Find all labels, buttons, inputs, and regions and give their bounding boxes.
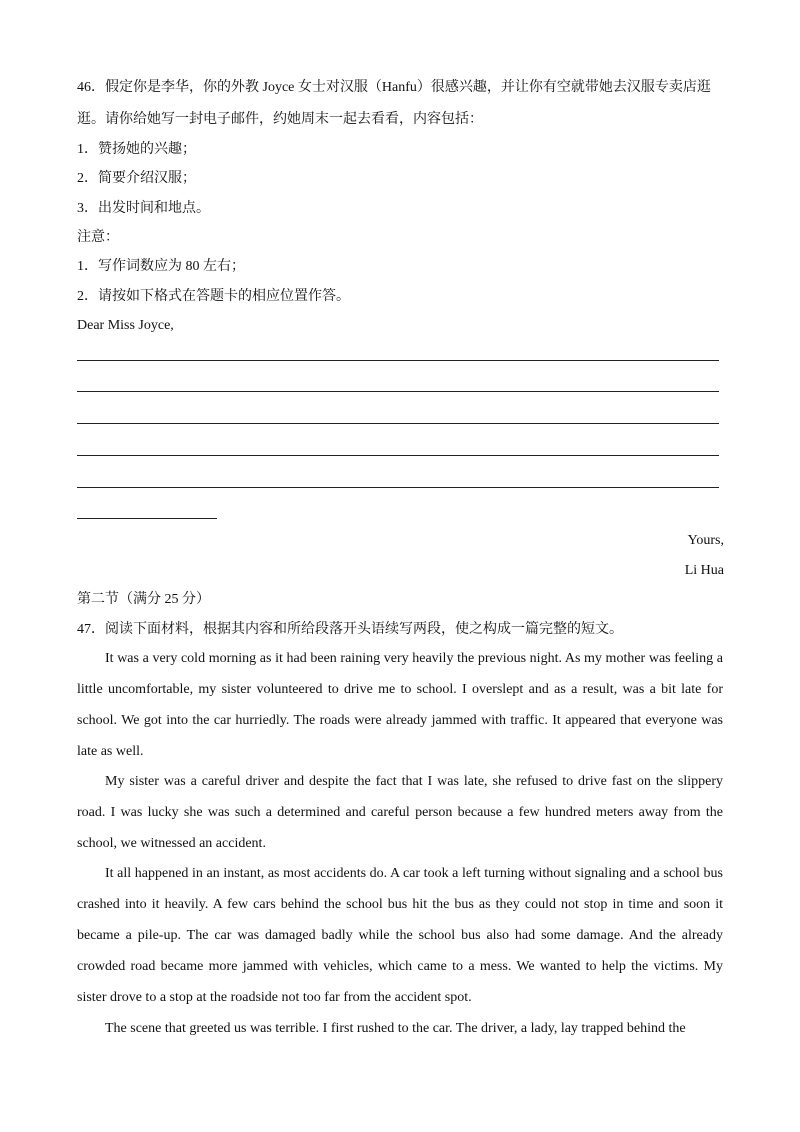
q46-note-title: 注意： — [77, 230, 119, 245]
section-title: 第二节（满分 25 分） — [77, 592, 210, 607]
q47-instruction: 47．阅读下面材料，根据其内容和所给段落开头语续写两段，使之构成一篇完整的短文。 — [77, 622, 623, 637]
answer-line-2 — [77, 391, 719, 392]
story-paragraph-4: The scene that greeted us was terrible. I first rushed to the car. The driver, a lady, lay trapped behind the — [105, 1021, 686, 1036]
letter-salutation: Dear Miss Joyce, — [77, 318, 174, 333]
q46-note-2: 2．请按如下格式在答题卡的相应位置作答。 — [77, 289, 350, 304]
q46-line-1: 46．假定你是李华，你的外教 Joyce 女士对汉服（Hanfu）很感兴趣，并让你有空就带她去汉服专卖店逛 — [77, 80, 711, 95]
q46-item-3: 3．出发时间和地点。 — [77, 201, 210, 216]
letter-signature: Li Hua — [684, 563, 724, 578]
answer-line-5 — [77, 487, 719, 488]
q46-item-2: 2．简要介绍汉服； — [77, 171, 196, 186]
answer-line-6 — [77, 518, 217, 519]
letter-closing: Yours, — [687, 533, 724, 548]
story-paragraph-3: It all happened in an instant, as most accidents do. A car took a left turning without signaling and a school bus crashed into it heavily. A few cars behind the school bus hit the bus as they could not stop in time and soon it became a pile-up. The car was damaged badly while the school bus also had some damage. And the already crowded road became more jammed with vehicles, which came to a mess. We wanted to help the victims. My sister drove to a stop at the roadside not too far from the accident spot. — [77, 866, 723, 1005]
answer-line-4 — [77, 455, 719, 456]
q46-item-1: 1．赞扬她的兴趣； — [77, 142, 196, 157]
answer-line-1 — [77, 360, 719, 361]
q46-line-2: 逛。请你给她写一封电子邮件，约她周末一起去看看，内容包括： — [77, 112, 483, 127]
q46-note-1: 1．写作词数应为 80 左右； — [77, 259, 245, 274]
answer-line-3 — [77, 423, 719, 424]
story-paragraph-2: My sister was a careful driver and despite the fact that I was late, she refused to drive fast on the slippery road. I was lucky she was such a determined and careful person because a few hundred meters away from the school, we witnessed an accident. — [77, 774, 723, 851]
story-paragraph-1: It was a very cold morning as it had been raining very heavily the previous night. As my mother was feeling a little uncomfortable, my sister volunteered to drive me to school. I overslept and as a result, was a bit late for school. We got into the car hurriedly. The roads were already jammed with traffic. It appeared that everyone was late as well. — [77, 651, 723, 759]
